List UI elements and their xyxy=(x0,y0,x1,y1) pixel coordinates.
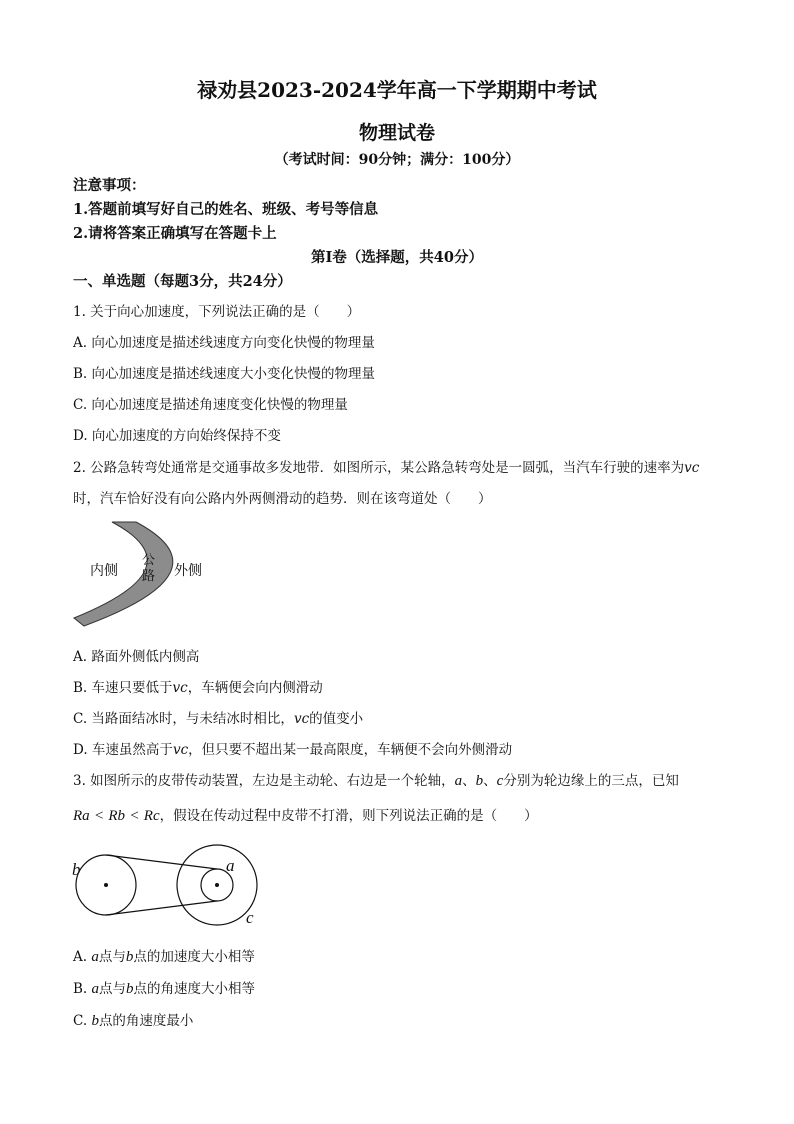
exam-info: （考试时间：90分钟；满分：100分） xyxy=(274,152,520,168)
belt-drive-figure xyxy=(68,843,268,933)
fig-label-road-2: 路 xyxy=(142,568,156,583)
curved-road-figure xyxy=(70,520,220,630)
fig-label-c: c xyxy=(246,908,254,927)
vc-symbol: vc xyxy=(684,460,700,476)
notice-item-1: 1.答题前填写好自己的姓名、班级、考号等信息 xyxy=(73,201,379,218)
notice-item-2: 2.请将答案正确填写在答题卡上 xyxy=(73,225,277,242)
q3-option-c: C. b点的角速度最小 xyxy=(73,1013,194,1029)
q3-option-b: B. a点与b点的角速度大小相等 xyxy=(73,981,256,997)
q2-option-a: A. 路面外侧低内侧高 xyxy=(73,649,200,665)
q3-option-a: A. a点与b点的加速度大小相等 xyxy=(73,949,255,965)
part-title: 第I卷（选择题，共40分） xyxy=(311,249,483,266)
fig-label-a: a xyxy=(226,856,235,875)
q2-option-b: B. 车速只要低于vc，车辆便会向内侧滑动 xyxy=(73,680,323,696)
q3-stem-line2: Ra < Rb < Rc，假设在传动过程中皮带不打滑，则下列说法正确的是（ ） xyxy=(73,808,538,824)
fig-label-road-1: 公 xyxy=(142,552,156,567)
section-title: 一、单选题（每题3分，共24分） xyxy=(73,273,292,290)
q1-option-a: A. 向心加速度是描述线速度方向变化快慢的物理量 xyxy=(73,335,375,351)
q2-stem-line1: 2. 公路急转弯处通常是交通事故多发地带．如图所示，某公路急转弯处是一圆弧，当汽车行驶的速率为vc xyxy=(73,460,700,476)
fig-label-b: b xyxy=(72,860,81,879)
fig-label-outer: 外侧 xyxy=(174,564,202,579)
subject-title: 物理试卷 xyxy=(358,122,435,144)
exam-title: 禄劝县2023-2024学年高一下学期期中考试 xyxy=(197,78,597,102)
q2-option-d: D. 车速虽然高于vc，但只要不超出某一最高限度，车辆便不会向外侧滑动 xyxy=(73,742,513,758)
q3-stem-line1: 3. 如图所示的皮带传动装置，左边是主动轮、右边是一个轮轴，a、b、c分别为轮边缘上的三点，已知 xyxy=(73,773,679,789)
q2-stem-line2: 时，汽车恰好没有向公路内外两侧滑动的趋势．则在该弯道处（ ） xyxy=(73,491,492,507)
q2-option-c: C. 当路面结冰时，与未结冰时相比，vc的值变小 xyxy=(73,711,364,727)
notice-heading: 注意事项： xyxy=(73,177,146,194)
q1-option-d: D. 向心加速度的方向始终保持不变 xyxy=(73,428,281,444)
q1-option-c: C. 向心加速度是描述角速度变化快慢的物理量 xyxy=(73,397,348,413)
q1-stem: 1. 关于向心加速度，下列说法正确的是（ ） xyxy=(73,304,361,320)
q1-option-b: B. 向心加速度是描述线速度大小变化快慢的物理量 xyxy=(73,366,376,382)
fig-label-inner: 内侧 xyxy=(90,564,118,579)
